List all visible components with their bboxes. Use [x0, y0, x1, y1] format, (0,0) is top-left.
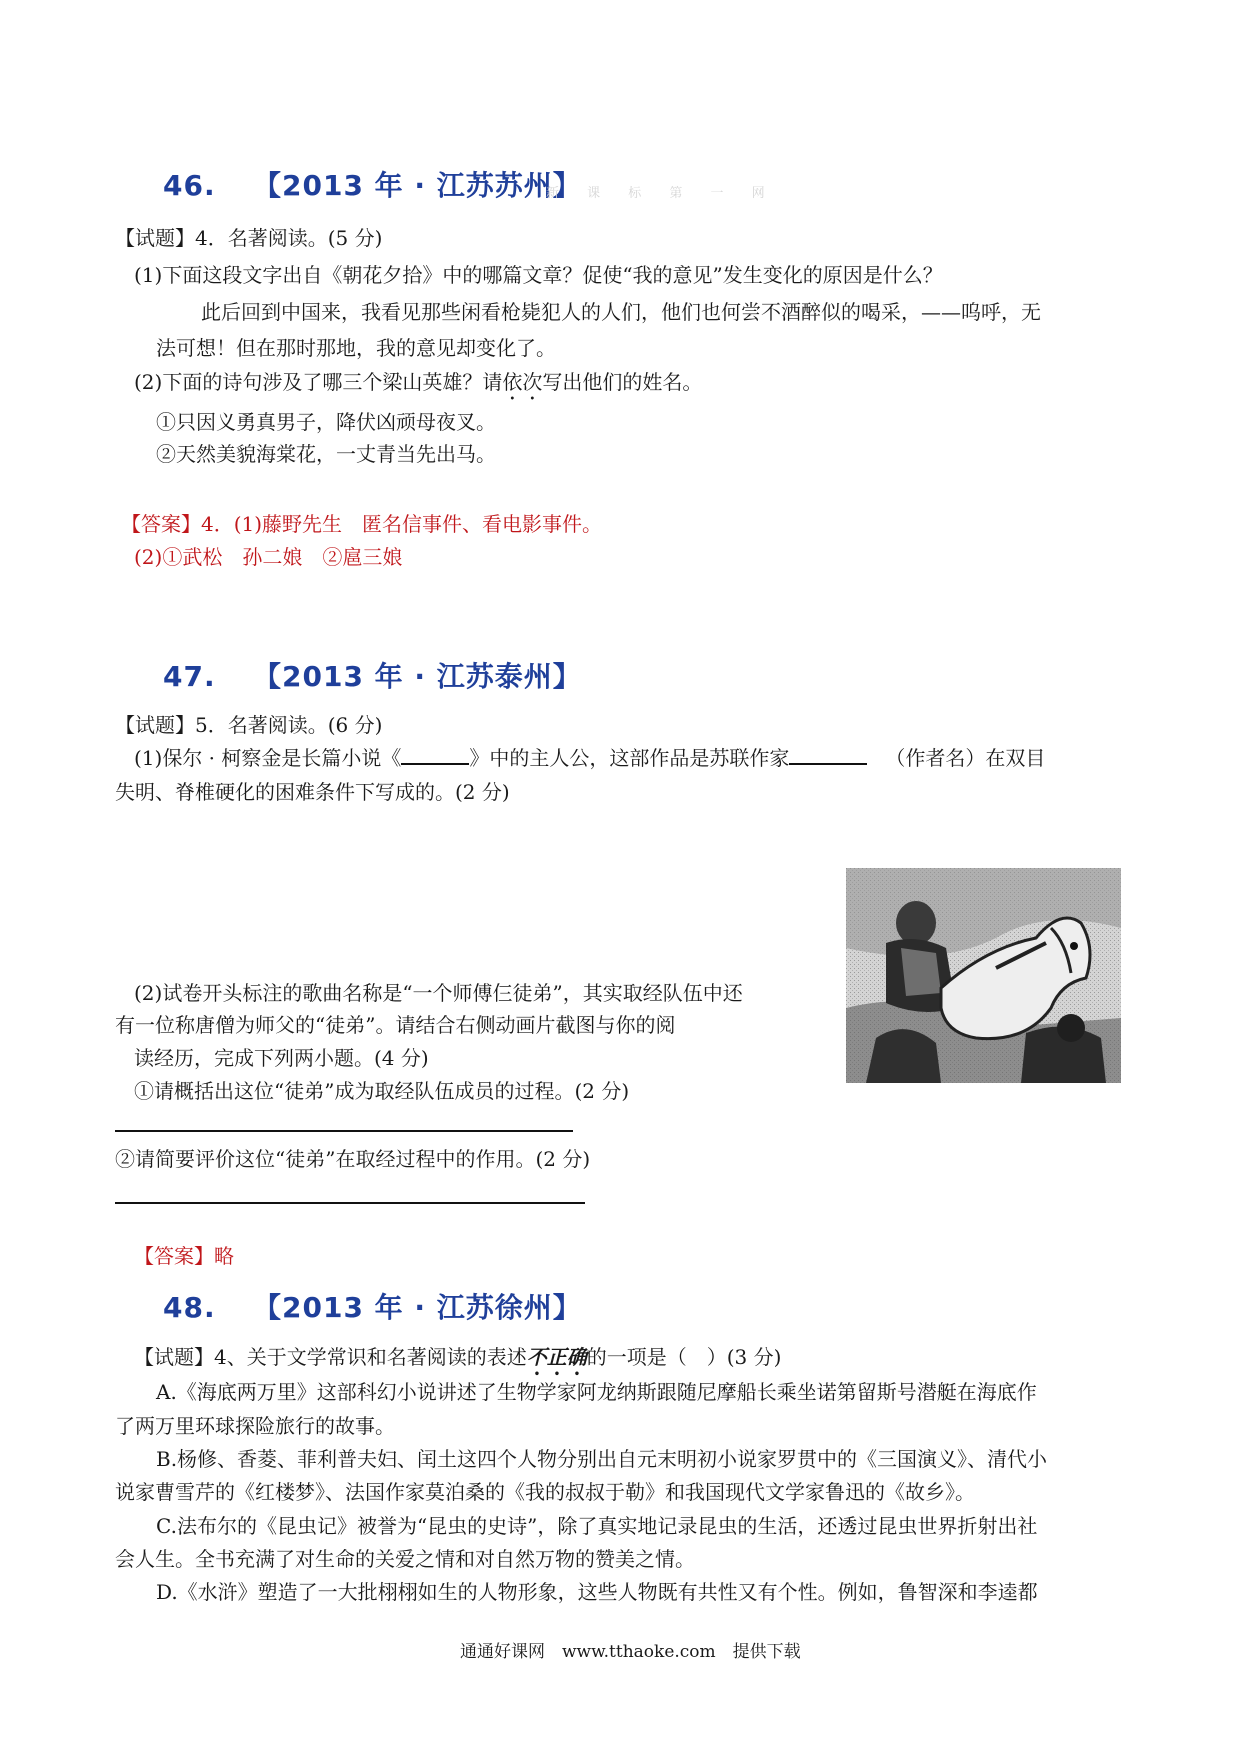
q48-number: 48. — [163, 1291, 216, 1324]
q46-heading — [163, 164, 582, 204]
q48-question: 【试题】4、关于文学常识和名著阅读的表述不正确的一项是（ ）(3 分) — [134, 1345, 782, 1369]
page-footer: 通通好课网 www.tthaoke.com 提供下载 — [460, 1642, 801, 1662]
monk-on-horse-illustration — [846, 868, 1121, 1083]
q46-question-title: 【试题】4．名著阅读。(5 分) — [115, 226, 383, 250]
q48-option-b-line1: B.杨修、香菱、菲利普夫妇、闰土这四个人物分别出自元末明初小说家罗贯中的《三国演义》、清代小 — [156, 1447, 1048, 1471]
q47-sub1: ①请概括出这位“徒弟”成为取经队伍成员的过程。(2 分) — [134, 1079, 630, 1103]
q48-option-c-line2: 会人生。全书充满了对生命的关爱之情和对自然万物的赞美之情。 — [115, 1547, 695, 1571]
q46-poem1: ①只因义勇真男子，降伏凶顽母夜叉。 — [156, 410, 496, 434]
question-tag: 【试题】 — [115, 713, 195, 737]
q46-answer-line2: (2)①武松 孙二娘 ②扈三娘 — [134, 545, 403, 569]
fill-blank-title[interactable] — [401, 745, 469, 765]
q47-answer: 【答案】略 — [134, 1244, 234, 1268]
q48-heading — [163, 1286, 582, 1326]
emphasis-text: 不正确 — [526, 1345, 587, 1369]
q47-number: 47. — [163, 660, 216, 693]
q47-item2-line1: (2)试卷开头标注的歌曲名称是“一个师傅仨徒弟”，其实取经队伍中还 — [134, 981, 743, 1005]
q47-question-title: 【试题】5．名著阅读。(6 分) — [115, 713, 383, 737]
q46-answer-line1: 【答案】4．(1)藤野先生 匿名信事件、看电影事件。 — [121, 512, 603, 536]
q46-passage-line1: 此后回到中国来，我看见那些闲看枪毙犯人的人们，他们也何尝不酒醉似的喝采，——呜呼，无 — [201, 300, 1041, 324]
q46-source: 【2013 年 · 江苏苏州】 — [253, 169, 582, 202]
question-tag: 【试题】 — [134, 1345, 214, 1369]
q47-sub2: ②请简要评价这位“徒弟”在取经过程中的作用。(2 分) — [115, 1147, 591, 1171]
fill-blank-author[interactable] — [789, 745, 867, 765]
watermark: 新 课 标 第 一 网 — [546, 186, 777, 201]
q48-option-a-line2: 了两万里环球探险旅行的故事。 — [115, 1414, 395, 1438]
answer-line-2[interactable] — [115, 1202, 585, 1204]
answer-tag: 【答案】 — [121, 512, 201, 536]
cartoon-screenshot-image — [846, 868, 1121, 1083]
q47-item1: (1)保尔 · 柯察金是长篇小说《 》中的主人公，这部作品是苏联作家 （作者名）在双目 — [134, 746, 1046, 770]
q48-option-b-line2: 说家曹雪芹的《红楼梦》、法国作家莫泊桑的《我的叔叔于勒》和我国现代文学家鲁迅的《故乡》。 — [115, 1480, 975, 1504]
q48-option-a-line1: A.《海底两万里》这部科幻小说讲述了生物学家阿龙纳斯跟随尼摩船长乘坐诺第留斯号潜艇在海底作 — [156, 1380, 1037, 1404]
answer-tag: 【答案】 — [134, 1244, 214, 1268]
question-tag: 【试题】 — [115, 226, 195, 250]
q47-heading — [163, 655, 582, 695]
emphasis-text: 依次 — [502, 370, 543, 394]
q46-poem2: ②天然美貌海棠花，一丈青当先出马。 — [156, 442, 496, 466]
answer-line-1[interactable] — [115, 1130, 573, 1132]
q48-option-c-line1: C.法布尔的《昆虫记》被誉为“昆虫的史诗”，除了真实地记录昆虫的生活，还透过昆虫世界折射出社 — [156, 1514, 1038, 1538]
q48-option-d-line1: D.《水浒》塑造了一大批栩栩如生的人物形象，这些人物既有共性又有个性。例如，鲁智深和李逵都 — [156, 1580, 1038, 1604]
q46-passage-line2: 法可想！但在那时那地，我的意见却变化了。 — [156, 336, 556, 360]
q47-item2-line2: 有一位称唐僧为师父的“徒弟”。请结合右侧动画片截图与你的阅 — [115, 1013, 676, 1037]
q46-number: 46. — [163, 169, 216, 202]
q46-item2: (2)下面的诗句涉及了哪三个梁山英雄？请依次写出他们的姓名。 — [134, 370, 703, 394]
q48-source: 【2013 年 · 江苏徐州】 — [253, 1291, 582, 1324]
q46-item1: (1)下面这段文字出自《朝花夕拾》中的哪篇文章？促使“我的意见”发生变化的原因是什么？ — [134, 263, 943, 287]
q47-source: 【2013 年 · 江苏泰州】 — [253, 660, 582, 693]
q47-item2-line3: 读经历，完成下列两小题。(4 分) — [134, 1046, 429, 1070]
q47-item1-line2: 失明、脊椎硬化的困难条件下写成的。(2 分) — [115, 780, 510, 804]
